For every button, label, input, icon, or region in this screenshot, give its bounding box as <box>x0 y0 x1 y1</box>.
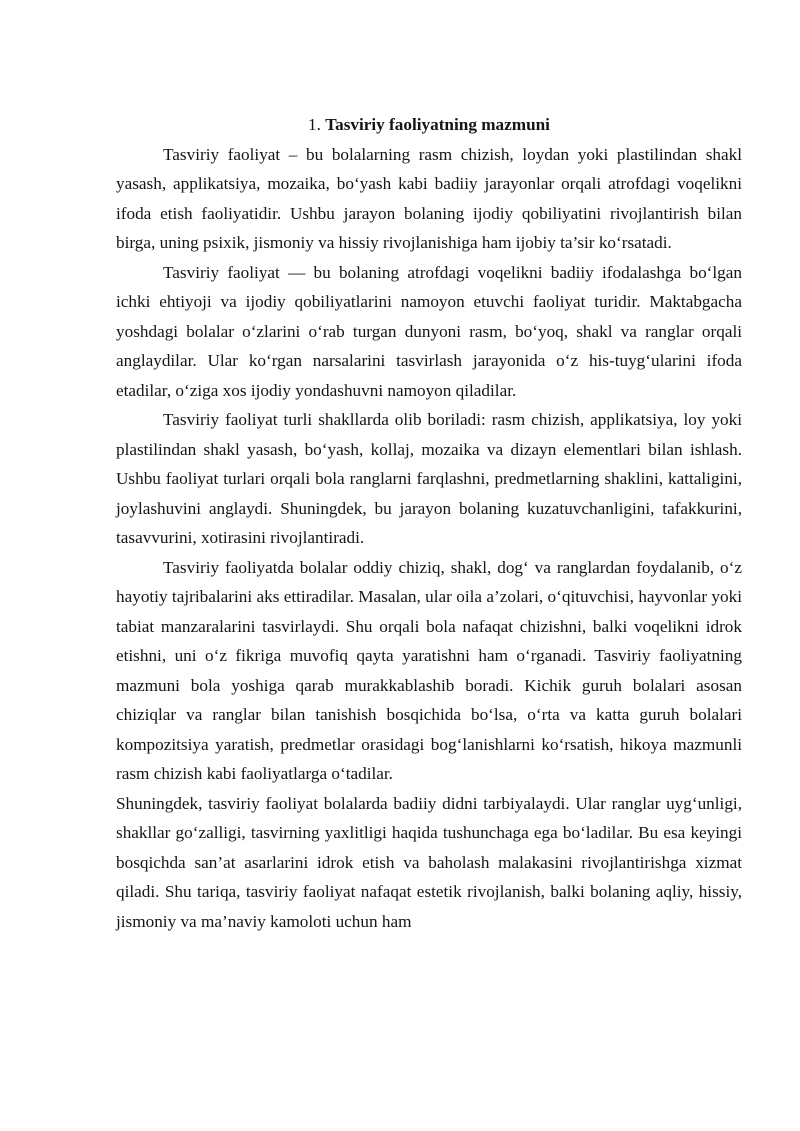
document-body <box>116 110 742 936</box>
paragraph-2: Tasviriy faoliyat — bu bolaning atrofdagi voqelikni badiiy ifodalashga bo‘lgan ichki ehtiyoji va ijodiy qobiliyatlarini namoyon etuvchi faoliyat turidir. Maktabgacha yoshdagi bolalar o‘zlarini o‘rab turgan dunyoni rasm, bo‘yoq, shakl va ranglar orqali anglaydilar. Ular ko‘rgan narsalarini tasvirlash jarayonida o‘z his-tuyg‘ularini ifoda etadilar, o‘ziga xos ijodiy yondashuvni namoyon qiladilar. <box>116 262 742 400</box>
section-heading <box>116 110 742 140</box>
paragraph-1: Tasviriy faoliyat – bu bolalarning rasm chizish, loydan yoki plastilindan shakl yasash, applikatsiya, mozaika, bo‘yash kabi badiiy jarayonlar orqali atrofdagi voqelikni ifoda etish faoliyatidir. Ushbu jarayon bolaning ijodiy qobiliyatini rivojlantirish bilan birga, uning psixik, jismoniy va hissiy rivojlanishiga ham ijobiy ta’sir ko‘rsatadi. <box>116 144 742 252</box>
paragraph-3: Tasviriy faoliyat turli shakllarda olib boriladi: rasm chizish, applikatsiya, loy yoki plastilindan shakl yasash, bo‘yash, kollaj, mozaika va dizayn elementlari bilan ishlash. Ushbu faoliyat turlari orqali bola ranglarni farqlashni, predmetlarning shaklini, kattaligini, joylashuvini anglaydi. Shuningdek, bu jarayon bolaning kuzatuvchanligini, tafakkurini, tasavvurini, xotirasini rivojlantiradi. <box>116 410 742 547</box>
section-title: Tasviriy faoliyatning mazmuni <box>325 115 550 134</box>
paragraph-4: Tasviriy faoliyatda bolalar oddiy chiziq, shakl, dog‘ va ranglardan foydalanib, o‘z hayotiy tajribalarini aks ettiradilar. Masalan, ular oila a’zolari, o‘qituvchisi, hayvonlar yoki tabiat manzaralarini tasvirlaydi. Shu orqali bola nafaqat chizishni, balki voqelikni idrok etishni, uni o‘z fikriga muvofiq qayta yaratishni ham o‘rganadi. Tasviriy faoliyatning mazmuni bola yoshiga qarab murakkablashib boradi. Kichik guruh bolalari asosan chiziqlar va ranglar bilan tanishish bosqichida bo‘lsa, o‘rta va katta guruh bolalari kompozitsiya yaratish, predmetlar orasidagi bog‘lanishlarni ko‘rsatish, hikoya mazmunli rasm chizish kabi faoliyatlarga o‘tadilar. <box>116 557 742 783</box>
paragraph-5: Shuningdek, tasviriy faoliyat bolalarda badiiy didni tarbiyalaydi. Ular ranglar uyg‘unligi, shakllar go‘zalligi, tasvirning yaxlitligi haqida tushunchaga ega bo‘ladilar. Bu esa keyingi bosqichda san’at asarlarini idrok etish va baholash malakasini rivojlantirishga xizmat qiladi. Shu tariqa, tasviriy faoliyat nafaqat estetik rivojlanish, balki bolaning aqliy, hissiy, jismoniy va ma’naviy kamoloti uchun ham <box>116 793 742 931</box>
section-number: 1. <box>308 115 321 134</box>
